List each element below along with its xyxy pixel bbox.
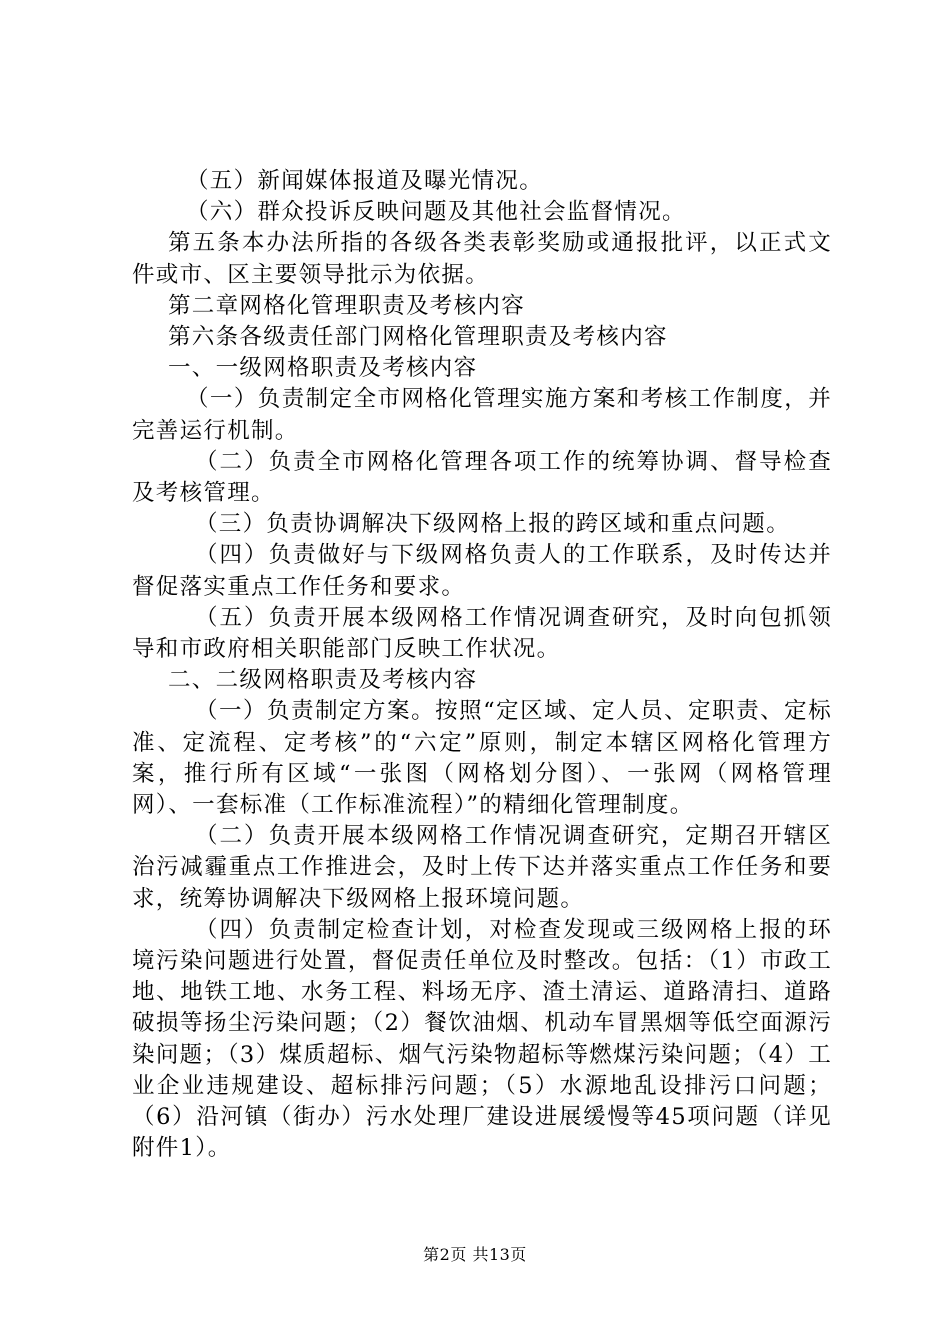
paragraph-article-5: 第五条本办法所指的各级各类表彰奖励或通报批评，以正式文件或市、区主要领导批示为依据。 xyxy=(132,230,832,288)
paragraph-level-2-item-1: （一）负责制定方案。按照“定区域、定人员、定职责、定标准、定流程、定考核”的“六定”原则，制定本辖区网格化管理方案，推行所有区域“一张图（网格划分图）、一张网（网格管理网）、一套标准（工作标准流程）”的精细化管理制度。 xyxy=(132,698,832,819)
paragraph-media-reports: （五）新闻媒体报道及曝光情况。 xyxy=(186,168,544,194)
paragraph-public-complaints: （六）群众投诉反映问题及其他社会监督情况。 xyxy=(186,199,686,226)
paragraph-level-1-item-3: （三）负责协调解决下级网格上报的跨区域和重点问题。 xyxy=(195,511,791,538)
paragraph-level-1-item-2: （二）负责全市网格化管理各项工作的统筹协调、督导检查及考核管理。 xyxy=(132,448,832,507)
paragraph-level-1-item-4: （四）负责做好与下级网格负责人的工作联系，及时传达并督促落实重点工作任务和要求。 xyxy=(132,542,832,600)
paragraph-level-2-item-2: （二）负责开展本级网格工作情况调查研究，定期召开辖区治污减霾重点工作推进会，及时上传下达并落实重点工作任务和要求，统筹协调解决下级网格上报环境问题。 xyxy=(132,823,832,912)
section-level-1-heading: 一、一级网格职责及考核内容 xyxy=(168,355,478,382)
document-body xyxy=(132,166,832,1165)
paragraph-level-1-item-5: （五）负责开展本级网格工作情况调查研究，及时向包抓领导和市政府相关职能部门反映工作状况。 xyxy=(132,604,832,663)
page-number-footer: 第2页 共13页 xyxy=(423,1245,527,1264)
chapter-2-heading: 第二章网格化管理职责及考核内容 xyxy=(168,292,526,319)
paragraph-article-6: 第六条各级责任部门网格化管理职责及考核内容 xyxy=(168,324,668,351)
paragraph-level-2-item-4: （四）负责制定检查计划，对检查发现或三级网格上报的环境污染问题进行处置，督促责任单位及时整改。包括：（1）市政工地、地铁工地、水务工程、料场无序、渣土清运、道路清扫、道路破损等扬尘污染问题；（2）餐饮油烟、机动车冒黑烟等低空面源污染问题；（3）煤质超标、烟气污染物超标等燃煤污染问题；（4）工业企业违规建设、超标排污问题；（5）水源地乱设排污口问题；（6）沿河镇（街办）污水处理厂建设进展缓慢等45项问题（详见附件1）。 xyxy=(132,916,832,1162)
section-level-2-heading: 二、二级网格职责及考核内容 xyxy=(168,667,478,694)
paragraph-level-1-item-1: （一）负责制定全市网格化管理实施方案和考核工作制度，并完善运行机制。 xyxy=(132,386,832,444)
